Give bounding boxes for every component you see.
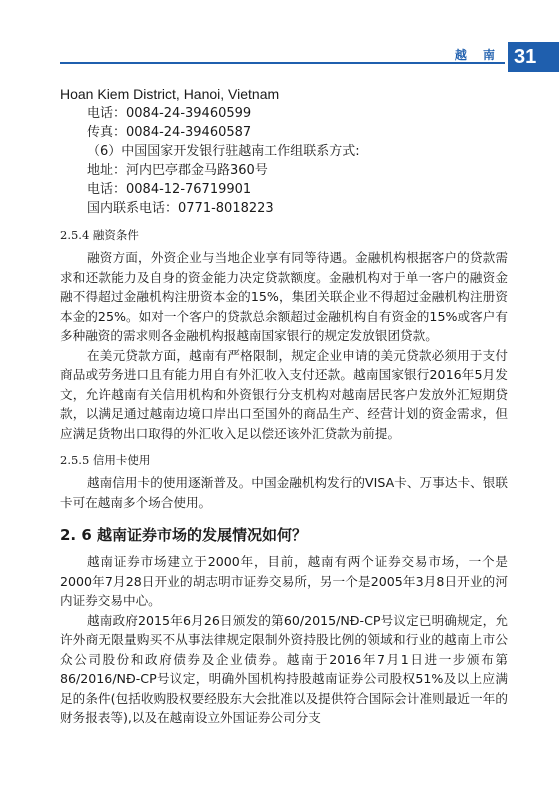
contact-fax: 传真：0084-24-39460587 (87, 125, 252, 140)
header-rule (60, 62, 505, 64)
section-title-securities: 2. 6 越南证券市场的发展情况如何？ (60, 526, 308, 544)
page-number: 31 (508, 42, 559, 72)
subsection-title-financing: 2.5.4 融资条件 (60, 228, 139, 242)
subsection-title-credit-card: 2.5.5 信用卡使用 (60, 453, 151, 467)
paragraph-credit-card: 越南信用卡的使用逐渐普及。中国金融机构发行的VISA卡、万事达卡、银联卡可在越南多个场合使用。 (60, 475, 508, 510)
paragraph-securities-2: 越南政府2015年6月26日颁发的第60/2015/NĐ-CP号议定已明确规定，允许外商无限量购买不从事法律规定限制外资持股比例的领域和行业的越南上市公众公司股份和政府债券及企业债券。越南于2016年7月1日进一步颁布第86/2016/NĐ-CP号议定，明确外国机构持股越南证券公司股权51%及以上应满足的条件(包括收购股权要经股东大会批准以及提供符合国际会计准则最近一年的财务报表等),以及在越南设立外国证券公司分支 (60, 612, 508, 725)
contact-phone: 电话：0084-24-39460599 (87, 106, 252, 121)
paragraph-securities-1: 越南证券市场建立于2000年，目前，越南有两个证券交易市场，一个是2000年7月28日开业的胡志明市证券交易所，另一个是2005年3月8日开业的河内证券交易中心。 (60, 554, 508, 608)
cdb-domestic-phone: 国内联系电话：0771-8018223 (87, 201, 274, 216)
contact-address-en: Hoan Kiem District, Hanoi, Vietnam (60, 86, 280, 102)
cdb-contact-title: （6）中国国家开发银行驻越南工作组联系方式: (87, 144, 360, 159)
page-body (60, 85, 508, 728)
cdb-phone: 电话：0084-12-76719901 (87, 182, 252, 197)
header-country: 越 南 (454, 48, 501, 62)
paragraph-financing-1: 融资方面，外资企业与当地企业享有同等待遇。金融机构根据客户的贷款需求和还款能力及自身的资金能力决定贷款额度。金融机构对于单一客户的融资金融不得超过金融机构注册资本金的15%，集团关联企业不得超过金融机构注册资本金的25%。如对一个客户的贷款总余额超过金融机构自有资金的15%或客户有多种融资的需求则各金融机构报越南国家银行的规定发放银团贷款。 (60, 250, 508, 343)
paragraph-financing-2: 在美元贷款方面，越南有严格限制，规定企业申请的美元贷款必须用于支付商品或劳务进口且有能力用自有外汇收入支付还款。越南国家银行2016年5月发文，允许越南有关信用机构和外资银行分支机构对越南居民客户发放外汇短期贷款，以满足通过越南边境口岸出口至国外的商品生产、经营计划的资金需求，但应满足货物出口取得的外汇收入足以偿还该外汇贷款为前提。 (60, 347, 508, 441)
cdb-address: 地址：河内巴亭郡金马路360号 (87, 163, 268, 178)
